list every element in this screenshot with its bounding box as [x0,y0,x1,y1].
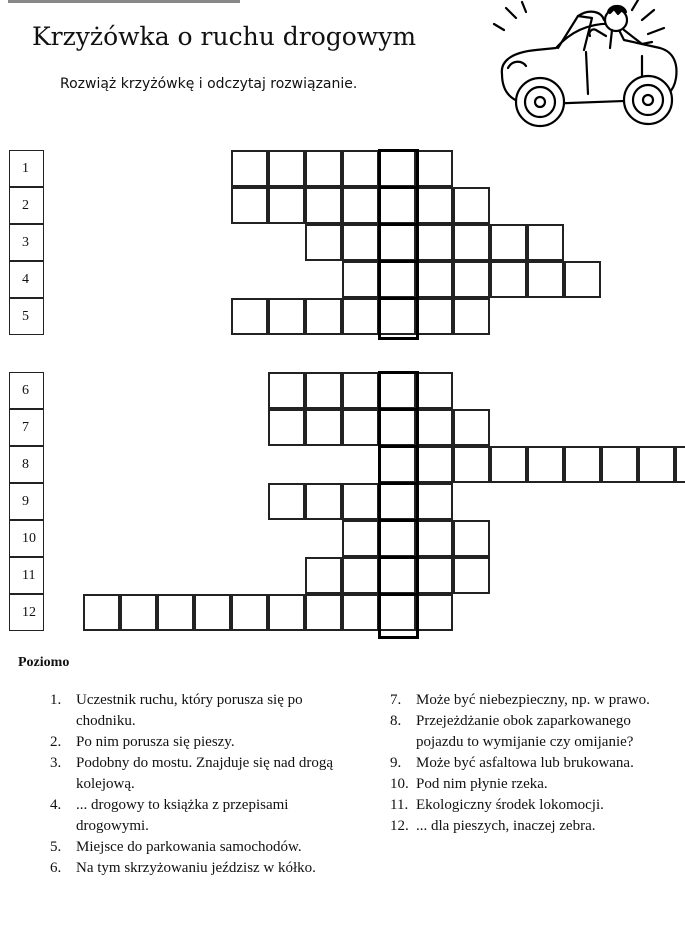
crossword-cell[interactable] [601,446,638,483]
crossword-cell[interactable] [157,594,194,631]
clues-heading: Poziomo [18,655,70,670]
crossword-cell[interactable] [268,594,305,631]
solution-divider [378,593,419,596]
clue-list-right [390,690,660,837]
row-number: 1 [9,150,44,187]
solution-cell[interactable] [379,224,416,261]
solution-cell[interactable] [379,409,416,446]
clue-text: Może być asfaltowa lub brukowana. [416,755,634,771]
crossword-cell[interactable] [416,520,453,557]
clue-number: 3. [50,755,62,771]
row-number: 10 [9,520,44,557]
row-number: 3 [9,224,44,261]
crossword-cell[interactable] [490,224,527,261]
clue-text: Miejsce do parkowania samochodów. [76,839,302,855]
crossword-cell[interactable] [305,150,342,187]
crossword-cell[interactable] [342,594,379,631]
clue-item [50,837,340,858]
clue-text: Może być niebezpieczny, np. w prawo. [416,692,650,708]
clue-number: 8. [390,713,402,729]
crossword-cell[interactable] [342,150,379,187]
clue-item [390,774,660,795]
row-number: 12 [9,594,44,631]
solution-cell[interactable] [379,187,416,224]
solution-cell[interactable] [379,372,416,409]
crossword-cell[interactable] [342,261,379,298]
clue-number: 5. [50,839,62,855]
crossword-cell[interactable] [416,150,453,187]
solution-cell[interactable] [379,594,416,631]
clue-text: Ekologiczny środek lokomocji. [416,797,604,813]
crossword-cell[interactable] [342,483,379,520]
clue-item [50,690,340,732]
crossword-cell[interactable] [231,187,268,224]
clue-number: 1. [50,692,62,708]
crossword-cell[interactable] [638,446,675,483]
clue-item [390,795,660,816]
crossword-cell[interactable] [305,483,342,520]
crossword-cell[interactable] [268,372,305,409]
solution-divider [378,260,419,263]
crossword-cell[interactable] [453,187,490,224]
clue-item [50,732,340,753]
car-driver-illustration [492,0,682,142]
solution-cell[interactable] [379,298,416,335]
clue-list-left [50,690,340,879]
crossword-cell[interactable] [416,224,453,261]
crossword-cell[interactable] [268,483,305,520]
clue-text: Pod nim płynie rzeka. [416,776,548,792]
clue-number: 4. [50,797,62,813]
crossword-cell[interactable] [416,187,453,224]
crossword-cell[interactable] [305,557,342,594]
crossword-cell[interactable] [416,483,453,520]
clue-text: Na tym skrzyżowaniu jeździsz w kółko. [76,860,316,876]
solution-cell[interactable] [379,150,416,187]
clue-text: Podobny do mostu. Znajduje się nad drogą kolejową. [76,755,334,792]
clue-text: ... dla pieszych, inaczej zebra. [416,818,596,834]
row-number: 7 [9,409,44,446]
crossword-cell[interactable] [342,372,379,409]
crossword-cell[interactable] [83,594,120,631]
solution-divider [378,297,419,300]
solution-cell[interactable] [379,520,416,557]
row-number: 4 [9,261,44,298]
crossword-cell[interactable] [305,409,342,446]
crossword-cell[interactable] [342,187,379,224]
clue-number: 2. [50,734,62,750]
top-rule [8,0,240,3]
crossword-cell[interactable] [305,298,342,335]
crossword-cell[interactable] [416,372,453,409]
crossword-cell[interactable] [416,261,453,298]
page-subtitle: Rozwiąż krzyżówkę i odczytaj rozwiązanie. [60,76,358,92]
clue-number: 9. [390,755,402,771]
crossword-cell[interactable] [342,409,379,446]
crossword-cell[interactable] [268,409,305,446]
clue-number: 11. [390,797,409,813]
clue-item [390,753,660,774]
crossword-cell[interactable] [527,446,564,483]
row-number: 6 [9,372,44,409]
crossword-cell[interactable] [231,594,268,631]
clue-text: ... drogowy to książka z przepisami drogowymi. [76,797,289,834]
crossword-cell[interactable] [453,446,490,483]
crossword-cell[interactable] [453,224,490,261]
crossword-cell[interactable] [268,298,305,335]
solution-divider [378,445,419,448]
crossword-cell[interactable] [675,446,685,483]
crossword-cell[interactable] [453,557,490,594]
clue-item [390,690,660,711]
crossword-cell[interactable] [194,594,231,631]
crossword-cell[interactable] [342,557,379,594]
crossword-cell[interactable] [564,261,601,298]
row-number: 5 [9,298,44,335]
solution-divider [378,223,419,226]
crossword-cell[interactable] [490,446,527,483]
clue-item [50,753,340,795]
clue-text: Po nim porusza się pieszy. [76,734,235,750]
crossword-cell[interactable] [416,298,453,335]
clue-item [390,711,660,753]
crossword-cell[interactable] [268,187,305,224]
crossword-cell[interactable] [453,520,490,557]
crossword-cell[interactable] [120,594,157,631]
clue-number: 10. [390,776,409,792]
crossword-cell[interactable] [416,409,453,446]
crossword-cell[interactable] [564,446,601,483]
crossword-cell[interactable] [305,594,342,631]
solution-cell[interactable] [379,557,416,594]
page-title: Krzyżówka o ruchu drogowym [32,22,417,51]
crossword-cell[interactable] [342,520,379,557]
crossword-cell[interactable] [453,261,490,298]
crossword-cell[interactable] [453,409,490,446]
clue-item [50,795,340,837]
crossword-cell[interactable] [305,372,342,409]
crossword-cell[interactable] [231,150,268,187]
solution-divider [378,556,419,559]
crossword-cell[interactable] [342,224,379,261]
solution-cell[interactable] [379,446,416,483]
solution-cell[interactable] [379,483,416,520]
solution-divider [378,186,419,189]
clue-number: 12. [390,818,409,834]
crossword-cell[interactable] [490,261,527,298]
solution-cell[interactable] [379,261,416,298]
crossword-cell[interactable] [305,187,342,224]
crossword-cell[interactable] [416,446,453,483]
row-number: 11 [9,557,44,594]
crossword-cell[interactable] [416,557,453,594]
solution-divider [378,408,419,411]
solution-divider [378,482,419,485]
crossword-cell[interactable] [268,150,305,187]
crossword-cell[interactable] [527,224,564,261]
crossword-cell[interactable] [453,298,490,335]
crossword-cell[interactable] [231,298,268,335]
crossword-cell[interactable] [305,224,342,261]
clue-item [390,816,660,837]
clue-text: Uczestnik ruchu, który porusza się po chodniku. [76,692,303,729]
clue-number: 6. [50,860,62,876]
crossword-cell[interactable] [527,261,564,298]
clue-item [50,858,340,879]
clue-number: 7. [390,692,402,708]
solution-divider [378,519,419,522]
row-number: 2 [9,187,44,224]
crossword-cell[interactable] [342,298,379,335]
crossword-cell[interactable] [416,594,453,631]
row-number: 8 [9,446,44,483]
row-number: 9 [9,483,44,520]
clue-text: Przejeżdżanie obok zaparkowanego pojazdu to wymijanie czy omijanie? [416,713,634,750]
